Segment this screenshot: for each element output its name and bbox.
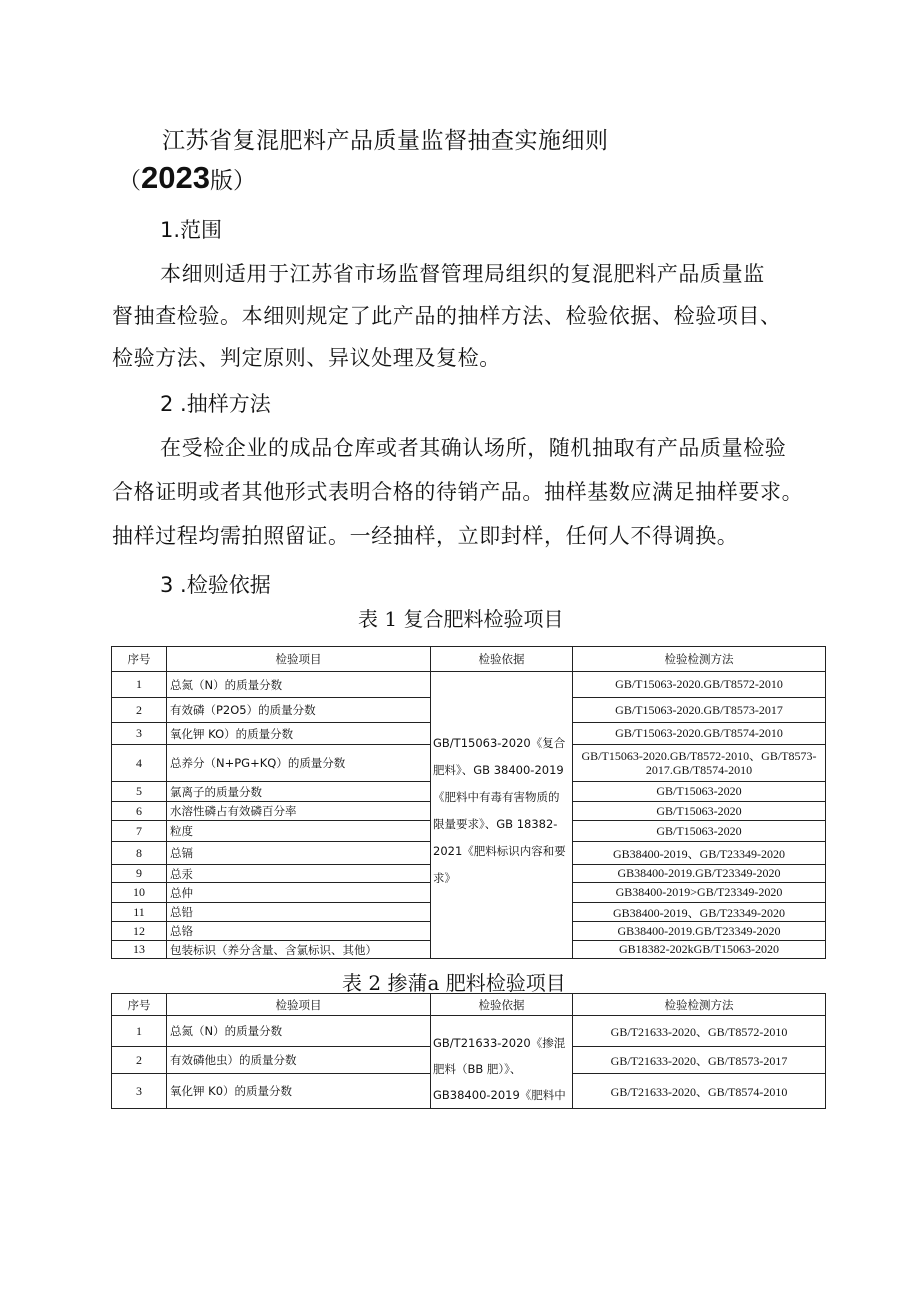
table-row-method: GB/T15063-2020 — [573, 821, 826, 842]
table-row-number: 9 — [112, 865, 167, 883]
table-row-method: GB38400-2019、GB/T23349-2020 — [573, 903, 826, 922]
edition-suffix: 版） — [209, 168, 256, 194]
table-row-item: 水溶性磷占有效磷百分率 — [167, 802, 431, 821]
table-2-header: 检验检测方法 — [573, 994, 826, 1016]
table-row-method: GB/T15063-2020 — [573, 802, 826, 821]
table-row-item: 总汞 — [167, 865, 431, 883]
table-row-method: GB/T15063-2020 — [573, 782, 826, 802]
table-1-header: 检验检测方法 — [573, 647, 826, 672]
table-row-method: GB/T21633-2020、GB/T8573-2017 — [573, 1047, 826, 1074]
table-1-header: 检验项目 — [167, 647, 431, 672]
table-row-item: 总镉 — [167, 842, 431, 865]
table-2 — [111, 993, 826, 1109]
table-row-method: GB/T15063-2020.GB/T8572-2010、GB/T8573-2017.GB/T8574-2010 — [573, 745, 826, 782]
table-row-item: 有效磷他虫）的质量分数 — [167, 1047, 431, 1074]
table-row-method: GB18382-202kGB/T15063-2020 — [573, 941, 826, 959]
table-row-item: 总氮（N）的质量分数 — [167, 672, 431, 698]
table-row-number: 4 — [112, 745, 167, 782]
table-2-header: 序号 — [112, 994, 167, 1016]
table-row-number: 3 — [112, 1074, 167, 1109]
table-row-item: 总仲 — [167, 883, 431, 903]
edition-open: （ — [118, 168, 141, 194]
table-row-number: 13 — [112, 941, 167, 959]
edition-year: 2023 — [141, 160, 210, 195]
table-row-item: 总养分（N+PG+KQ）的质量分数 — [167, 745, 431, 782]
table-row-number: 11 — [112, 903, 167, 922]
table-row-method: GB38400-2019、GB/T23349-2020 — [573, 842, 826, 865]
table-1-header: 检验依据 — [431, 647, 573, 672]
table-row-method: GB/T21633-2020、GB/T8574-2010 — [573, 1074, 826, 1109]
table-row-method: GB38400-2019.GB/T23349-2020 — [573, 865, 826, 883]
section-2-line: 在受检企业的成品仓库或者其确认场所，随机抽取有产品质量检验 — [160, 436, 787, 460]
table-row-number: 7 — [112, 821, 167, 842]
table-row-item: 粒度 — [167, 821, 431, 842]
table-row-method: GB/T15063-2020.GB/T8574-2010 — [573, 723, 826, 745]
table-row-number: 3 — [112, 723, 167, 745]
section-3-heading: 3 .检验依据 — [160, 573, 271, 597]
edition-label — [118, 160, 256, 196]
table-2-basis: GB/T21633-2020《掺混肥料（BB 肥）》、GB38400-2019《肥料中 — [431, 1016, 573, 1109]
table-row-number: 5 — [112, 782, 167, 802]
table-row-method: GB/T21633-2020、GB/T8572-2010 — [573, 1016, 826, 1047]
table-1-header: 序号 — [112, 647, 167, 672]
table-row-number: 12 — [112, 922, 167, 941]
table-row-item: 氯离子的质量分数 — [167, 782, 431, 802]
table-row-number: 6 — [112, 802, 167, 821]
table-2-caption: 表 2 掺蒲a 肥料检验项目 — [342, 971, 566, 995]
table-row-number: 1 — [112, 672, 167, 698]
table-row-item: 氧化钾 K0）的质量分数 — [167, 1074, 431, 1109]
document-title: 江苏省复混肥料产品质量监督抽查实施细则 — [162, 128, 609, 154]
table-row-item: 总铬 — [167, 922, 431, 941]
table-row-number: 10 — [112, 883, 167, 903]
table-row-number: 2 — [112, 698, 167, 723]
table-row-method: GB/T15063-2020.GB/T8573-2017 — [573, 698, 826, 723]
table-row-item: 包装标识（养分含量、含氯标识、其他） — [167, 941, 431, 959]
table-row-item: 氧化钾 KO）的质量分数 — [167, 723, 431, 745]
table-row-item: 总氮（N）的质量分数 — [167, 1016, 431, 1047]
table-2-header: 检验项目 — [167, 994, 431, 1016]
section-1-line: 本细则适用于江苏省市场监督管理局组织的复混肥料产品质量监 — [160, 262, 765, 286]
table-2-header: 检验依据 — [431, 994, 573, 1016]
table-row-number: 8 — [112, 842, 167, 865]
table-row-item: 总铅 — [167, 903, 431, 922]
table-1 — [111, 646, 826, 959]
section-1-heading: 1.范围 — [160, 218, 223, 242]
table-1-caption: 表 1 复合肥料检验项目 — [358, 607, 564, 631]
table-row-method: GB38400-2019>GB/T23349-2020 — [573, 883, 826, 903]
section-1-line: 督抽查检验。本细则规定了此产品的抽样方法、检验依据、检验项目、 — [112, 304, 782, 328]
section-2-line: 合格证明或者其他形式表明合格的待销产品。抽样基数应满足抽样要求。 — [112, 480, 804, 504]
table-row-number: 1 — [112, 1016, 167, 1047]
table-row-number: 2 — [112, 1047, 167, 1074]
section-2-heading: 2 .抽样方法 — [160, 392, 271, 416]
table-1-basis: GB/T15063-2020《复合肥料》、GB 38400-2019《肥料中有毒有害物质的限量要求》、GB 18382-2021《肥料标识内容和要求》 — [431, 672, 573, 959]
section-2-line: 抽样过程均需拍照留证。一经抽样，立即封样，任何人不得调换。 — [112, 524, 739, 548]
table-row-method: GB38400-2019.GB/T23349-2020 — [573, 922, 826, 941]
table-row-method: GB/T15063-2020.GB/T8572-2010 — [573, 672, 826, 698]
table-row-item: 有效磷（P2O5）的质量分数 — [167, 698, 431, 723]
section-1-line: 检验方法、判定原则、异议处理及复检。 — [112, 346, 501, 370]
